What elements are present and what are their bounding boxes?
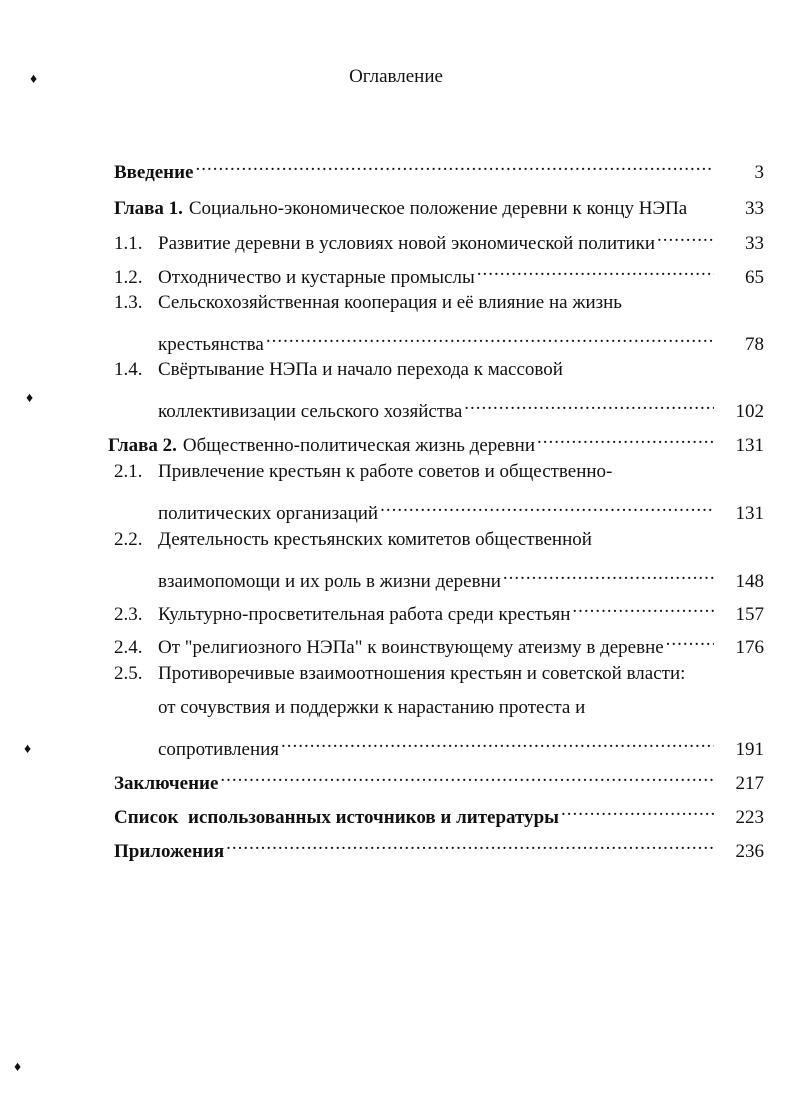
toc-page-number: 223 <box>735 807 764 828</box>
toc-entry-1-4-cont <box>158 391 764 422</box>
toc-page-number: 236 <box>735 841 764 862</box>
toc-entry-2-4 <box>114 627 764 658</box>
toc-entry-label: Заключение <box>114 773 219 794</box>
toc-section-number: 2.4. <box>114 637 143 658</box>
toc-chapter-label: Глава 2. <box>108 435 177 456</box>
toc-entry-label-continuation: политических организаций <box>158 503 379 524</box>
toc-page-number: 3 <box>754 162 764 183</box>
leader-dots <box>657 223 714 249</box>
toc-entry-2-1-cont <box>158 493 764 524</box>
toc-entry-label-continuation: сопротивления <box>158 739 280 760</box>
toc-page-number: 33 <box>745 198 764 219</box>
toc-section-number: 2.3. <box>114 604 143 625</box>
toc-page-number: 131 <box>735 503 764 524</box>
toc-entry-1-2 <box>114 257 764 288</box>
toc-entry-2-1 <box>114 459 764 485</box>
toc-entry-label-continuation: взаимопомощи и их роль в жизни деревни <box>158 571 501 592</box>
toc-entry-2-2 <box>114 527 764 553</box>
toc-entry-1-3 <box>114 290 764 316</box>
toc-entry-introduction <box>114 152 764 183</box>
toc-entry-label: Развитие деревни в условиях новой экономической политики <box>158 233 656 254</box>
toc-entry-2-5-cont2 <box>158 729 764 760</box>
toc-entry-label: Отходничество и кустарные промыслы <box>158 267 475 288</box>
leader-dots <box>266 324 714 350</box>
toc-entry-1-4 <box>114 357 764 383</box>
leader-dots <box>572 594 714 620</box>
toc-entry-chapter-1 <box>114 188 764 219</box>
toc-page-number: 176 <box>735 637 764 658</box>
toc-entry-appendices <box>114 831 764 862</box>
toc-entry-label: Приложения <box>114 841 225 862</box>
toc-section-number: 1.4. <box>114 359 143 380</box>
toc-entry-label: Деятельность крестьянских комитетов общественной <box>158 529 592 550</box>
toc-section-number: 1.2. <box>114 267 143 288</box>
leader-dots <box>220 763 714 789</box>
leader-dots <box>380 493 714 519</box>
toc-entry-conclusion <box>114 763 764 794</box>
toc-entry-label: От "религиозного НЭПа" к воинствующему атеизму в деревне <box>158 637 664 658</box>
toc-section-number: 2.2. <box>114 529 143 550</box>
toc-entry-label: Общественно-политическая жизнь деревни <box>182 435 536 456</box>
toc-section-number: 1.1. <box>114 233 143 254</box>
toc-entry-label: Список использованных источников и литературы <box>114 807 560 828</box>
toc-section-number: 1.3. <box>114 292 143 313</box>
page-title: Оглавление <box>349 66 443 87</box>
toc-section-number: 2.5. <box>114 663 143 684</box>
toc-entry-references <box>114 797 764 828</box>
leader-dots <box>561 797 714 823</box>
toc-entry-1-3-cont <box>158 324 764 355</box>
leader-dots <box>537 425 714 451</box>
leader-dots <box>281 729 714 755</box>
leader-dots <box>666 627 714 653</box>
toc-page-number: 148 <box>735 571 764 592</box>
toc-entry-label: Введение <box>114 162 194 183</box>
toc-page-number: 33 <box>745 233 764 254</box>
toc-entry-chapter-2 <box>108 425 764 456</box>
toc-entry-1-1 <box>114 223 764 254</box>
toc-page-number: 78 <box>745 334 764 355</box>
toc-entry-2-2-cont <box>158 561 764 592</box>
toc-entry-2-3 <box>114 594 764 625</box>
toc-entry-label: Сельскохозяйственная кооперация и её влияние на жизнь <box>158 292 622 313</box>
scan-mark-icon: ♦ <box>24 742 32 757</box>
scan-mark-icon: ♦ <box>26 391 34 406</box>
leader-dots <box>226 831 714 857</box>
toc-entry-label-continuation: от сочувствия и поддержки к нарастанию протеста и <box>158 697 586 718</box>
toc-entry-label: Привлечение крестьян к работе советов и общественно- <box>158 461 613 482</box>
toc-entry-2-5-cont <box>158 695 764 721</box>
toc-chapter-label: Глава 1. <box>114 198 183 219</box>
toc-page-number: 157 <box>735 604 764 625</box>
toc-page-number: 65 <box>745 267 764 288</box>
toc-page-number: 191 <box>735 739 764 760</box>
leader-dots <box>464 391 714 417</box>
toc-entry-label: Культурно-просветительная работа среди крестьян <box>158 604 571 625</box>
scan-mark-icon: ♦ <box>30 72 38 87</box>
toc-page-number: 102 <box>735 401 764 422</box>
toc-entry-label: Противоречивые взаимоотношения крестьян и советской власти: <box>158 663 686 684</box>
toc-section-number: 2.1. <box>114 461 143 482</box>
toc-page-number: 131 <box>735 435 764 456</box>
leader-dots <box>477 257 714 283</box>
toc-entry-label-continuation: крестьянства <box>158 334 264 355</box>
toc-entry-label-continuation: коллективизации сельского хозяйства <box>158 401 463 422</box>
toc-entry-label: Свёртывание НЭПа и начало перехода к массовой <box>158 359 563 380</box>
leader-dots <box>503 561 714 587</box>
toc-page-number: 217 <box>735 773 764 794</box>
leader-dots <box>196 152 715 178</box>
scan-mark-icon: ♦ <box>14 1060 22 1075</box>
toc-entry-label: Социально-экономическое положение деревни к концу НЭПа <box>188 198 688 219</box>
toc-entry-2-5 <box>114 661 764 687</box>
